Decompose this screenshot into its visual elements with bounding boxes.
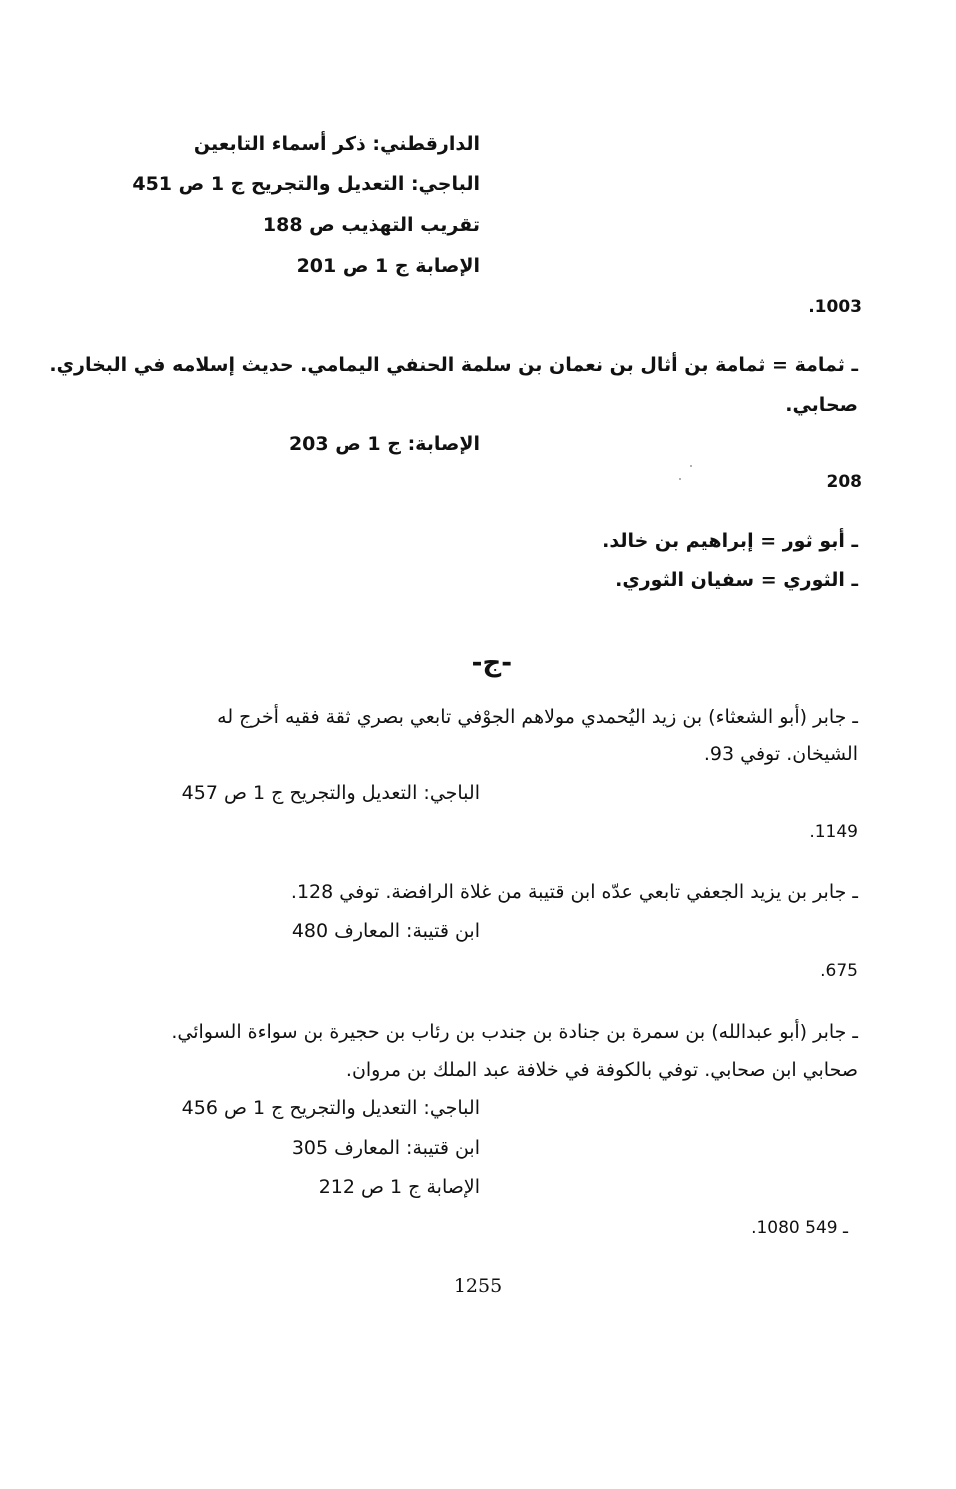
- reference-line: تقريب التهذيب ص 188: [262, 214, 480, 236]
- reference-line: الإصابة ج 1 ص 201: [296, 255, 480, 277]
- entry-text-continued: صحابي.: [785, 394, 858, 416]
- reference-line: الباجي: التعديل والتجريح ج 1 ص 457: [181, 782, 480, 804]
- reference-line: الباجي: التعديل والتجريح ج 1 ص 456: [181, 1097, 480, 1119]
- entry-text: ـ جابر (أبو عبدالله) بن سمرة بن جنادة بن جندب بن رئاب بن حجيرة بن سواءة السوائي.: [171, 1021, 858, 1043]
- reference-line: ابن قتيبة: المعارف 305: [291, 1137, 480, 1159]
- entry-number: .1149: [809, 822, 858, 842]
- section-letter-heading: -ج-: [471, 648, 512, 678]
- cross-reference-entry: ـ أبو ثور = إبراهيم بن خالد.: [602, 530, 858, 552]
- reference-line: ابن قتيبة: المعارف 480: [291, 920, 480, 942]
- entry-text-continued: صحابي ابن صحابي. توفي بالكوفة في خلافة عبد الملك بن مروان.: [345, 1059, 858, 1081]
- entry-text: ـ جابر بن يزيد الجعفي تابعي عدّه ابن قتيبة من غلاة الرافضة. توفي 128.: [290, 881, 858, 903]
- entry-text: ـ جابر (أبو الشعثاء) بن زيد اليُحمدي مولاهم الجوْفي تابعي بصري ثقة فقيه أخرج له: [217, 706, 858, 728]
- entry-text-continued: الشيخان. توفي 93.: [703, 743, 858, 765]
- reference-line: الإصابة ج 1 ص 212: [318, 1176, 480, 1198]
- entry-text: ـ ثمامة = ثمامة بن أثال بن نعمان بن سلمة الحنفي اليمامي. حديث إسلامه في البخاري.: [49, 354, 858, 376]
- scan-speck: [679, 478, 681, 480]
- cross-reference-entry: ـ الثوري = سفيان الثوري.: [615, 569, 858, 591]
- reference-line: الإصابة: ج 1 ص 203: [288, 433, 480, 455]
- reference-line: الباجي: التعديل والتجريح ج 1 ص 451: [132, 173, 480, 195]
- entry-number: .1003: [808, 297, 862, 317]
- entry-number: .1080 ـ 549: [751, 1218, 848, 1238]
- scan-speck: [690, 465, 692, 467]
- entry-number: .675: [820, 961, 858, 981]
- page-number: 1255: [453, 1275, 503, 1297]
- reference-line: الدارقطني: ذكر أسماء التابعين: [193, 133, 480, 155]
- entry-number: 208: [826, 472, 862, 492]
